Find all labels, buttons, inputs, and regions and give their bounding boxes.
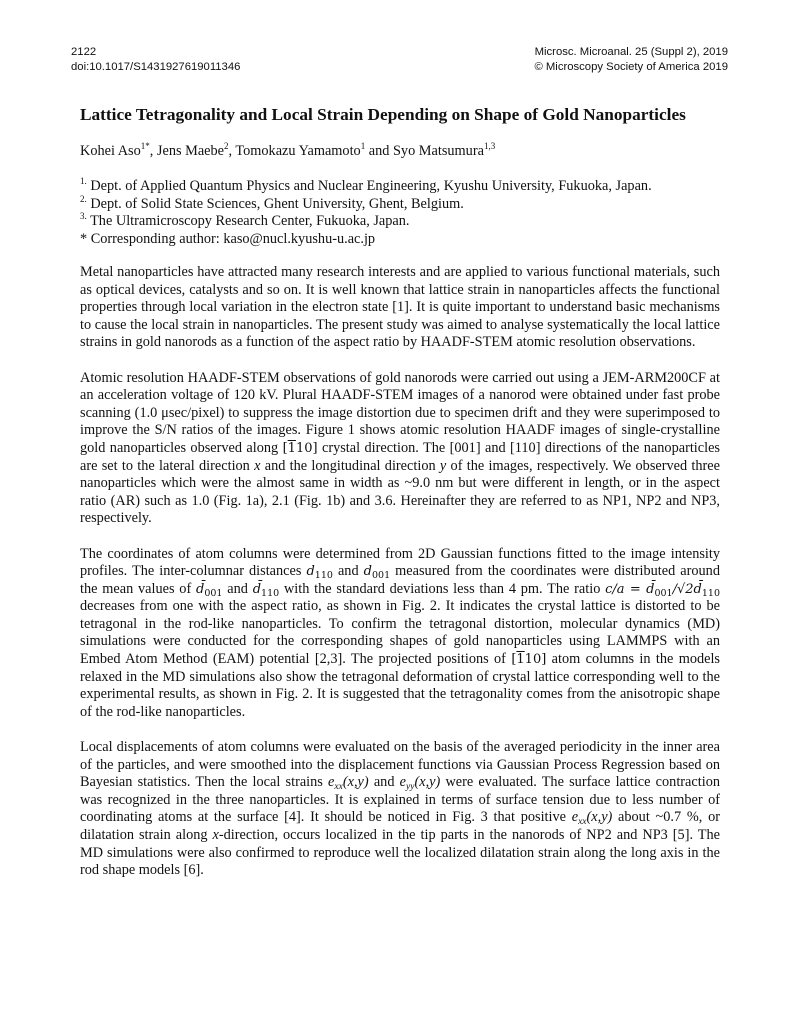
text-run: and (332, 563, 364, 580)
author-name: Kohei Aso (80, 143, 141, 159)
text-run: Atomic resolution HAADF-STEM observations of gold nanorods were carried out using a JEM-ARM200CF at an acceleration voltage of 120 kV. Plural HAADF-STEM images of a nanorod were obtained under fast probe scanning (1.0 μsec/pixel) to suppress the image distortion due to specimen drift and they were superimposed to improve the S/N ratios of the images. Figure 1 shows atomic resolution HAADF images of single-crystalline gold nanoparticles observed along (80, 369, 720, 456)
text-run: about ~0.7 %, or dilatation strain along (80, 809, 720, 843)
crystal-direction (511, 652, 546, 667)
affiliations (80, 178, 652, 249)
symbol-base: x (254, 457, 261, 474)
symbol-subscript: xx (578, 817, 587, 828)
math-subscript: 110 (314, 570, 333, 582)
bracket: [ (511, 652, 517, 668)
math-symbol (196, 582, 222, 597)
text-run: Metal nanoparticles have attracted many research interests and are applied to various functional materials, such as optical devices, catalysts and so on. It is well known that lattice strain in nanoparticles affects the functional properties through local variation in the electron state [1]. It is quite important to understand basic mechanisms to cause the local strain in nanoparticles. The present study was aimed to analyse systematically the local lattice strains in gold nanorods as a function of the aspect ratio by HAADF-STEM atomic resolution observations. (80, 264, 720, 351)
italic-symbol (571, 809, 613, 828)
text-run: atom columns in the models relaxed in the MD simulations also show the tetragonal deformation of crystal lattice corresponding well to the experimental results, as shown in Fig. 2. It is suggested that the tetragonality comes from the anisotropic shape of the rod-like nanoparticles. (80, 651, 720, 720)
math-base: /√2d̄ (672, 581, 702, 597)
math-base: d (306, 564, 315, 580)
copyright: © Microscopy Society of America 2019 (534, 61, 728, 73)
author-affiliation-mark: 2 (224, 141, 229, 151)
body-paragraph (80, 264, 720, 352)
author-affiliation-mark: 1* (140, 141, 150, 151)
affiliation-mark: 1. (80, 176, 87, 186)
math-base: d̄ (196, 581, 205, 597)
affiliation-line (80, 231, 652, 249)
math-subscript: 110 (701, 587, 720, 599)
math-symbol (306, 564, 333, 582)
math-symbol (605, 582, 672, 597)
body-paragraph (80, 370, 720, 528)
affiliation-line (80, 178, 652, 196)
body-paragraph (80, 546, 720, 722)
text-run: with the standard deviations less than 4 pm. The ratio (279, 580, 606, 597)
affiliation-line (80, 193, 652, 214)
author-separator: , (149, 143, 157, 159)
affiliation-text: * Corresponding author: kaso@nucl.kyushu-u.ac.jp (80, 231, 376, 248)
text-run: measured from the coordinates were distributed around the mean values of (80, 563, 720, 597)
affiliation-line (80, 213, 652, 231)
math-base: d (363, 564, 372, 580)
text-run: were evaluated. The surface lattice contraction was recognized in the three nanoparticles. It is explained in terms of surface tension due to less number of coordinating atoms at the surface [4]. It should be noticed in Fig. 3 that positive (80, 774, 720, 826)
index: 10] (295, 440, 318, 456)
text-run: crystal direction. The [001] and [110] directions of the nanoparticles are set to the lateral direction (80, 439, 720, 474)
text-run: The coordinates of atom columns were determined from 2D Gaussian functions fitted to the image intensity profiles. The inter-columnar distances (80, 545, 720, 580)
author-name: Syo Matsumura (392, 143, 484, 159)
math-symbol (253, 582, 279, 597)
math-subscript: 001 (204, 587, 223, 599)
math-subscript: 001 (654, 587, 673, 599)
page-number: 2122 (71, 46, 97, 58)
math-subscript: 001 (371, 570, 391, 582)
author-separator: , (228, 143, 236, 159)
affiliation-text: Dept. of Solid State Sciences, Ghent University, Ghent, Belgium. (86, 195, 464, 212)
math-subscript: 110 (261, 587, 280, 599)
paper-title: Lattice Tetragonality and Local Strain Depending on Shape of Gold Nanoparticles (80, 105, 686, 124)
symbol-base: x (212, 827, 219, 843)
overlined-index: 1 (516, 652, 525, 668)
symbol-base: e (571, 809, 579, 826)
doi[interactable]: doi:10.1017/S1431927619011346 (71, 61, 241, 73)
symbol-base: y (439, 457, 447, 474)
text-run: of the images, respectively. We observed three nanoparticles which were the almost same in width as ~9.0 nm but were different in length, or in the aspect ratio (AR) such as 1.0 (Fig. 1a), 2.1 (Fig. 1b) and 3.6. Hereinafter they are referred to as NP1, NP2 and NP3, respectively. (80, 457, 720, 527)
math-symbol (673, 582, 720, 597)
italic-symbol (399, 774, 441, 793)
symbol-args: (x,y) (586, 809, 613, 826)
author-name: Jens Maebe (156, 143, 225, 159)
text-run: Local displacements of atom columns were evaluated on the basis of the averaged periodicity in the inner area of the particles, and were smoothed into the displacement functions via Gaussian Process Regression based on Bayesian statistics. Then the local strains (80, 739, 720, 791)
affiliation-mark: 2. (80, 193, 87, 204)
affiliation-text: The Ultramicroscopy Research Center, Fukuoka, Japan. (86, 213, 410, 230)
symbol-subscript: yy (406, 782, 415, 793)
text-run: -direction, occurs localized in the tip parts in the nanorods of NP2 and NP3 [5]. The MD simulations were also confirmed to reproduce well the localized dilatation strain along the long axis in the rod shape models [6]. (80, 827, 721, 879)
header-left (71, 45, 240, 75)
symbol-args: (x,y) (414, 774, 441, 791)
math-symbol (363, 564, 391, 582)
body-paragraph (80, 739, 720, 880)
math-base: c/a = d̄ (605, 581, 655, 597)
author-affiliation-mark: 1,3 (483, 141, 496, 151)
header-right (534, 45, 728, 75)
affiliation-text: Dept. of Applied Quantum Physics and Nuclear Engineering, Kyushu University, Fukuoka, Japan. (86, 178, 652, 194)
author-name: Tomokazu Yamamoto (235, 143, 361, 159)
overlined-index: 1 (287, 440, 296, 456)
text-run: decreases from one with the aspect ratio, as shown in Fig. 2. It indicates the crystal lattice is distorted to be tetragonal in the rod-like nanoparticles. To confirm the tetragonal distortion, molecular dynamics (MD) simulations were conducted for the corresponding shapes of gold nanoparticles using LAMMPS with an Embed Atom Method (EAM) potential [2,3]. The projected positions of (80, 598, 720, 668)
abstract-body (80, 264, 720, 897)
crystal-direction (283, 441, 318, 456)
author-separator: and (365, 143, 393, 159)
symbol-subscript: xx (334, 782, 343, 793)
symbol-args: (x,y) (342, 774, 369, 791)
author-affiliation-mark: 1 (360, 141, 366, 151)
index: 10] (524, 652, 547, 668)
math-base: d̄ (252, 581, 262, 597)
journal-citation: Microsc. Microanal. 25 (Suppl 2), 2019 (534, 46, 728, 58)
text-run: and (368, 774, 400, 791)
text-run: and the longitudinal direction (260, 457, 440, 474)
symbol-base: e (399, 774, 407, 791)
affiliation-mark: 3. (80, 211, 87, 222)
italic-symbol (328, 774, 369, 793)
author-list (80, 143, 495, 160)
symbol-base: e (328, 774, 335, 791)
bracket: [ (282, 440, 288, 456)
text-run: and (222, 580, 253, 597)
